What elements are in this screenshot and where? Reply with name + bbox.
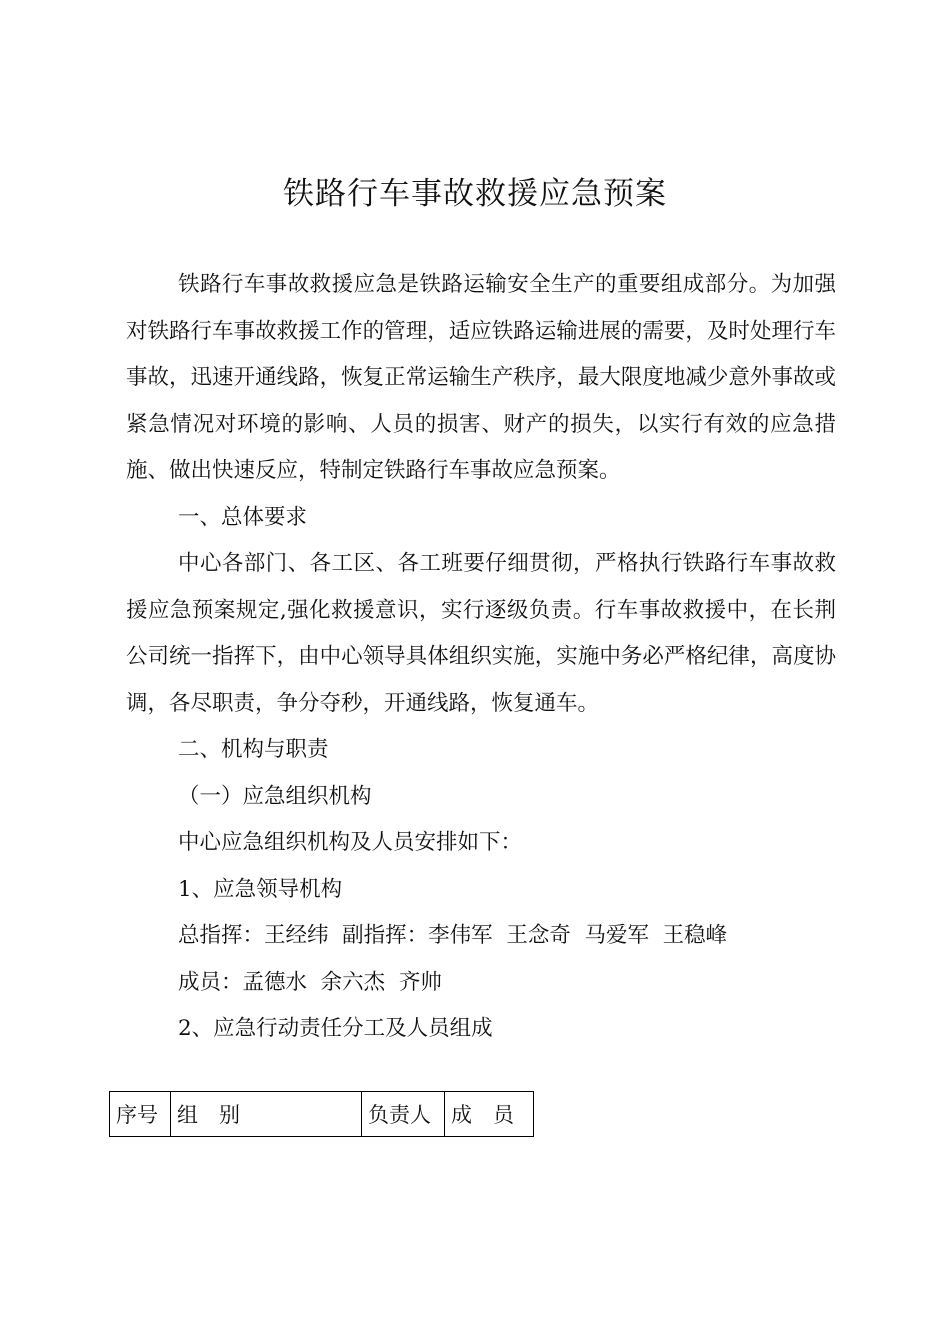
table-header-row bbox=[110, 1092, 534, 1137]
section-heading-organization: 二、机构与职责 bbox=[178, 737, 329, 762]
header-cell-members: 成 员 bbox=[445, 1092, 534, 1137]
header-cell-group: 组 别 bbox=[171, 1092, 362, 1137]
intro-paragraph: 铁路行车事故救援应急是铁路运输安全生产的重要组成部分。为加强对铁路行车事故救援工作的管理，适应铁路运输进展的需要，及时处理行车事故，迅速开通线路，恢复正常运输生产秩序，最大限度地减少意外事故或紧急情况对环境的影响、人员的损害、财产的损失，以实行有效的应急措施、做出快速反应，特制定铁路行车事故应急预案。 bbox=[126, 272, 836, 483]
commander-line: 总指挥：王经纬 副指挥：李伟军 王念奇 马爱军 王稳峰 bbox=[178, 923, 728, 948]
document-body bbox=[126, 262, 836, 1053]
general-requirements-paragraph: 中心各部门、各工区、各工班要仔细贯彻，严格执行铁路行车事故救援应急预案规定,强化救援意识，实行逐级负责。行车事故救援中，在长荆公司统一指挥下，由中心领导具体组织实施，实施中务必严格纪律，高度协调，各尽职责，争分夺秒，开通线路，恢复通车。 bbox=[126, 551, 836, 716]
subsection-heading: （一）应急组织机构 bbox=[178, 783, 372, 809]
organization-intro: 中心应急组织机构及人员安排如下： bbox=[178, 830, 523, 855]
responsibility-heading: 2、应急行动责任分工及人员组成 bbox=[178, 1016, 493, 1041]
header-cell-leader: 负责人 bbox=[362, 1092, 445, 1137]
section-heading-general: 一、总体要求 bbox=[178, 504, 308, 530]
members-line: 成员：孟德水 余六杰 齐帅 bbox=[178, 969, 442, 995]
leadership-heading: 1、应急领导机构 bbox=[178, 876, 343, 902]
header-cell-index: 序号 bbox=[110, 1092, 171, 1137]
responsibility-table-wrap bbox=[109, 1091, 534, 1137]
responsibility-table bbox=[109, 1091, 534, 1137]
document-title: 铁路行车事故救援应急预案 bbox=[283, 176, 667, 212]
